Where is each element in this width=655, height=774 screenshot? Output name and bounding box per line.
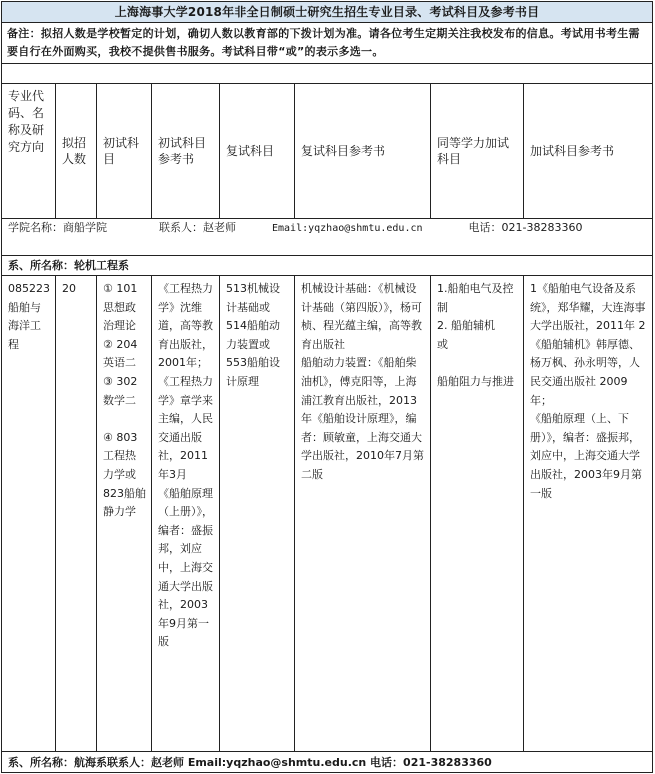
cell-prelim-books: 《工程热力学》沈维道，高等教育出版社，2001年； 《工程热力学》章学来主编，人民交通出版社，2011年3月 《船舶原理（上册）》，编者：盛振邦，刘应中，上海交通大学出版社，2003年9月第一版 bbox=[152, 276, 220, 751]
table-row bbox=[2, 276, 652, 752]
cell-extra-books: 1《船舶电气设备及系统》，郑华耀，大连海事大学出版社，2011年 2《船舶辅机》韩厚德、杨万枫、孙永明等，人民交通出版社 2009年； 《船舶原理（上、下册）》，编者：盛振邦，刘应中，上海交通大学出版社，2003年9月第一版 bbox=[530, 282, 646, 500]
department-row: 系、所名称：轮机工程系 bbox=[2, 256, 652, 276]
department-row-2: 系、所名称：航海系联系人：赵老师 Email:yqzhao@shmtu.edu.cn 电话：021-38283360 bbox=[8, 756, 492, 769]
header-major: 专业代码、名称及研究方向 bbox=[2, 84, 56, 218]
college-email: Email:yqzhao@shmtu.edu.cn bbox=[272, 223, 423, 234]
page-title: 上海海事大学2018年非全日制硕士研究生招生专业目录、考试科目及参考书目 bbox=[2, 2, 652, 23]
remark-note: 备注：拟招人数是学校暂定的计划，确切人数以教育部的下拨计划为准。请各位考生定期关注我校发布的信息。考试用书考生需要自行在外面购买，我校不提供售书服务。考试科目带“或”的表示多选一。 bbox=[2, 23, 652, 64]
header-extra-books: 加试科目参考书 bbox=[530, 144, 615, 158]
cell-count: 20 bbox=[56, 276, 97, 751]
header-prelim-books: 初试科目参考书 bbox=[152, 84, 220, 218]
header-retest: 复试科目 bbox=[220, 84, 295, 218]
header-equiv: 同等学力加试科目 bbox=[431, 84, 524, 218]
header-count: 拟招人数 bbox=[56, 84, 97, 218]
cell-retest: 513机械设计基础或514船舶动力装置或553船舶设计原理 bbox=[220, 276, 295, 751]
college-info-row bbox=[2, 219, 652, 256]
catalog-table bbox=[1, 1, 653, 773]
cell-retest-books: 机械设计基础：《机械设计基础（第四版）》，杨可桢、程光蕴主编，高等教育出版社 船舶动力装置：《船舶柴油机》，傅克阳等，上海浦江教育出版社，2013年《船舶设计原理》，编者：顾敏童，上海交通大学出版社，2010年7月第二版 bbox=[295, 276, 431, 751]
header-row bbox=[2, 84, 652, 219]
college-contact: 联系人：赵老师 bbox=[159, 221, 236, 234]
cell-equiv: 1.船舶电气及控制 2. 船舶辅机 或 船舶阻力与推进 bbox=[431, 276, 524, 751]
header-prelim: 初试科目 bbox=[97, 84, 152, 218]
college-phone: 电话：021-38283360 bbox=[468, 221, 583, 234]
college-name: 学院名称：商船学院 bbox=[8, 221, 107, 234]
blank-row bbox=[2, 64, 652, 84]
header-retest-books: 复试科目参考书 bbox=[295, 84, 431, 218]
cell-prelim: ① 101思想政治理论 ② 204英语二 ③ 302数学二 ④ 803工程热力学或823船舶静力学 bbox=[97, 276, 152, 751]
cell-major: 085223船舶与海洋工程 bbox=[2, 276, 56, 751]
